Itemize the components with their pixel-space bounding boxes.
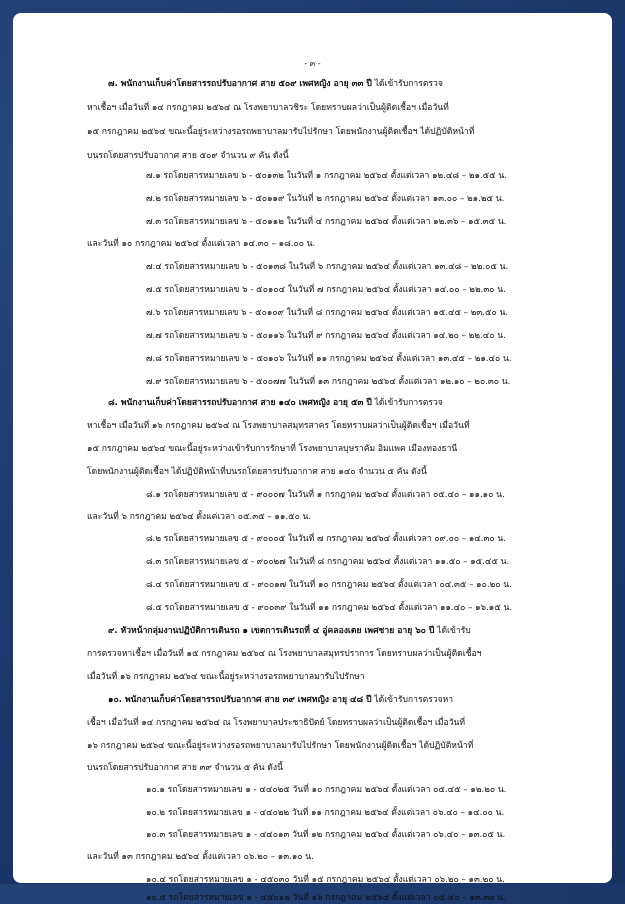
text-line xyxy=(87,126,474,138)
text-line xyxy=(146,874,505,886)
line-text: และวันที่ ๑๓ กรกฎาคม ๒๕๖๔ ตั้งแต่เวลา ๐๖.๒๐ – ๑๓.๑๐ น. xyxy=(87,852,314,862)
line-text: ๑๕ กรกฎาคม ๒๕๖๔ ขณะนี้อยู่ระหว่างรอรถพยาบาลมารับไปรักษา โดยพนักงานผู้ติดเชื้อฯ ได้ปฏิบัติหน้าที่ xyxy=(87,127,475,137)
line-text: หาเชื้อฯ เมื่อวันที่ ๑๔ กรกฎาคม ๒๕๖๔ ณ โรงพยาบาลวชิระ โดยทราบผลว่าเป็นผู้ติดเชื้อฯ เมื่อวันที่ xyxy=(87,103,449,113)
line-text: เมื่อวันที่ ๑๖ กรกฎาคม ๒๕๖๔ ขณะนี้อยู่ระหว่างรอรถพยาบาลมารับไปรักษา xyxy=(87,672,365,682)
text-line xyxy=(87,102,449,114)
line-text: ๘.๒ รถโดยสารหมายเลข ๕ - ๙๐๐๐๕ ในวันที่ ๗ กรกฎาคม ๒๕๖๔ ตั้งแต่เวลา ๐๙.๐๐ – ๑๔.๓๐ น. xyxy=(146,534,506,544)
text-line xyxy=(146,307,508,319)
text-line xyxy=(87,238,315,250)
text-line xyxy=(87,851,314,863)
line-text: หาเชื้อฯ เมื่อวันที่ ๑๖ กรกฎาคม ๒๕๖๔ ณ โรงพยาบาลสมุทรสาคร โดยทราบผลว่าเป็นผู้ติดเชื้อฯ เมื่อวันที่ xyxy=(87,421,470,431)
page-number: - ๓ - xyxy=(304,59,321,68)
text-line xyxy=(87,740,473,752)
text-line xyxy=(146,376,510,388)
line-text: ได้เข้ารับการตรวจ xyxy=(371,79,443,89)
line-text: ๑๐.๕ รถโดยสารหมายเลข ๑ - ๔๕๐๑๒ วันที่ ๑๖ กรกฎาคม ๒๕๖๔ ตั้งแต่เวลา ๐๕.๔๐ – ๑๓.๓๐ น. xyxy=(146,892,506,903)
line-text: ๗.๑ รถโดยสารหมายเลข ๖ - ๕๐๑๓๒ ในวันที่ ๑ กรกฎาคม ๒๕๖๔ ตั้งแต่เวลา ๑๒.๔๘ – ๒๑.๕๕ น. xyxy=(146,171,508,181)
line-text: ได้เข้ารับการตรวจหา xyxy=(371,695,454,705)
line-text: บนรถโดยสารปรับอากาศ สาย ๓๙ จำนวน ๕ คัน ดังนี้ xyxy=(87,763,283,773)
text-line xyxy=(108,694,453,706)
text-line xyxy=(87,648,482,660)
line-text: ๘.๕ รถโดยสารหมายเลข ๕ - ๙๐๐๓๙ ในวันที่ ๑๑ กรกฎาคม ๒๕๖๔ ตั้งแต่เวลา ๑๑.๔๐ – ๑๖.๑๕ น. xyxy=(146,603,513,613)
text-line xyxy=(146,892,506,904)
text-line xyxy=(87,671,365,683)
line-text: ๗.๔ รถโดยสารหมายเลข ๖ - ๕๐๑๓๘ ในวันที่ ๖ กรกฎาคม ๒๕๖๔ ตั้งแต่เวลา ๑๓.๔๘ – ๒๒.๐๕ น. xyxy=(146,262,509,272)
line-text: และวันที่ ๖ กรกฎาคม ๒๕๖๔ ตั้งแต่เวลา ๐๕.๓๕ – ๑๑.๕๐ น. xyxy=(87,512,312,522)
text-line xyxy=(87,511,311,523)
text-line xyxy=(146,807,504,819)
line-text: ๑๐.๑ รถโดยสารหมายเลข ๑ - ๔๔๐๒๕ วันที่ ๑๐ กรกฎาคม ๒๕๖๔ ตั้งแต่เวลา ๐๕.๔๕ – ๑๒.๒๐ น. xyxy=(146,785,507,795)
text-line xyxy=(146,784,507,796)
line-text: ๘.๓ รถโดยสารหมายเลข ๕ - ๙๐๐๒๗ ในวันที่ ๘ กรกฎาคม ๒๕๖๔ ตั้งแต่เวลา ๑๑.๕๐ – ๑๕.๔๕ น. xyxy=(146,557,510,567)
text-line xyxy=(146,193,504,205)
text-line xyxy=(146,353,512,365)
text-line xyxy=(87,443,457,455)
line-text: ๑๖ กรกฎาคม ๒๕๖๔ ขณะนี้อยู่ระหว่างรอรถพยาบาลมารับไปรักษา โดยพนักงานผู้ติดเชื้อฯ ได้ปฏิบัติหน้าที่ xyxy=(87,741,474,751)
line-text: ๗.๘ รถโดยสารหมายเลข ๖ - ๕๐๑๐๖ ในวันที่ ๑๑ กรกฎาคม ๒๕๖๔ ตั้งแต่เวลา ๑๓.๔๕ – ๒๑.๔๐ น. xyxy=(146,354,512,364)
text-line xyxy=(146,170,507,182)
text-line xyxy=(146,533,506,545)
text-line xyxy=(146,579,512,591)
line-text: ได้เข้ารับ xyxy=(434,626,471,636)
text-line xyxy=(146,284,506,296)
line-text: ๘.๔ รถโดยสารหมายเลข ๕ - ๙๐๐๑๗ ในวันที่ ๑๐ กรกฎาคม ๒๕๖๔ ตั้งแต่เวลา ๐๔.๓๕ – ๑๐.๒๐ น. xyxy=(146,580,512,590)
text-line xyxy=(87,717,465,729)
line-text: ๗.๕ รถโดยสารหมายเลข ๖ - ๕๐๑๐๔ ในวันที่ ๗ กรกฎาคม ๒๕๖๔ ตั้งแต่เวลา ๑๔.๐๐ – ๒๒.๓๐ น. xyxy=(146,285,506,295)
item-heading: ๙. หัวหน้ากลุ่มงานปฏิบัติการเดินรถ ๑ เขตการเดินรถที่ ๔ อู่คลองเตย เพศชาย อายุ ๖๐ ปี xyxy=(108,626,435,636)
text-line xyxy=(146,330,506,342)
item-heading: ๗. พนักงานเก็บค่าโดยสารรถปรับอากาศ สาย ๕๐๙ เพศหญิง อายุ ๓๓ ปี xyxy=(108,79,372,89)
text-line xyxy=(146,556,509,568)
document-body xyxy=(13,13,612,903)
line-text: ๑๐.๔ รถโดยสารหมายเลข ๑ - ๔๕๐๓๐ วันที่ ๑๕ กรกฎาคม ๒๕๖๔ ตั้งแต่เวลา ๐๖.๒๐ – ๑๓.๒๐ น. xyxy=(146,875,505,885)
text-line xyxy=(108,78,443,90)
text-line xyxy=(108,625,471,637)
line-text: การตรวจหาเชื้อฯ เมื่อวันที่ ๑๕ กรกฎาคม ๒๕๖๔ ณ โรงพยาบาลสมุทรปราการ โดยทราบผลว่าเป็นผู้ติดเชื้อฯ xyxy=(87,649,482,659)
text-line xyxy=(146,261,508,273)
text-line xyxy=(146,216,506,228)
text-line xyxy=(108,397,443,409)
line-text: ๗.๒ รถโดยสารหมายเลข ๖ - ๕๐๑๑๙ ในวันที่ ๒ กรกฎาคม ๒๕๖๔ ตั้งแต่เวลา ๑๓.๐๐ – ๒๑.๒๕ น. xyxy=(146,194,505,204)
line-text: ๘.๑ รถโดยสารหมายเลข ๕ - ๙๐๐๐๗ ในวันที่ ๑ กรกฎาคม ๒๕๖๔ ตั้งแต่เวลา ๐๕.๔๐ – ๑๑.๑๐ น. xyxy=(146,490,505,500)
line-text: ๑๕ กรกฎาคม ๒๕๖๔ ขณะนี้อยู่ระหว่างเข้ารับการรักษาที่ โรงพยาบาลบุษราคัม อิมแพค เมืองทองธานี xyxy=(87,444,458,454)
line-text: เชื้อฯ เมื่อวันที่ ๑๔ กรกฎาคม ๒๕๖๔ ณ โรงพยาบาลประชาธิปัตย์ โดยทราบผลว่าเป็นผู้ติดเชื้อฯ เมื่อวันที่ xyxy=(87,718,466,728)
line-text: โดยพนักงานผู้ติดเชื้อฯ ได้ปฏิบัติหน้าที่บนรถโดยสารปรับอากาศ สาย ๑๔๐ จำนวน ๕ คัน ดังนี้ xyxy=(87,467,427,477)
line-text: ๗.๗ รถโดยสารหมายเลข ๖ - ๕๐๑๑๖ ในวันที่ ๙ กรกฎาคม ๒๕๖๔ ตั้งแต่เวลา ๑๔.๒๐ – ๒๒.๔๐ น. xyxy=(146,331,506,341)
line-text: ๗.๓ รถโดยสารหมายเลข ๖ - ๕๐๑๑๒ ในวันที่ ๔ กรกฎาคม ๒๕๖๔ ตั้งแต่เวลา ๑๒.๓๖ – ๑๕.๓๕ น. xyxy=(146,217,507,227)
line-text: ๑๐.๒ รถโดยสารหมายเลข ๑ - ๔๔๐๒๒ วันที่ ๑๑ กรกฎาคม ๒๕๖๔ ตั้งแต่เวลา ๐๖.๔๐ – ๑๔.๐๐ น. xyxy=(146,808,505,818)
text-line xyxy=(87,762,283,774)
document-page xyxy=(13,13,612,903)
text-line xyxy=(146,829,505,841)
text-line xyxy=(87,466,427,478)
text-line xyxy=(87,150,289,162)
text-line xyxy=(87,420,470,432)
line-text: ๑๐.๓ รถโดยสารหมายเลข ๑ - ๔๔๐๑๓ วันที่ ๑๒ กรกฎาคม ๒๕๖๔ ตั้งแต่เวลา ๐๖.๔๐ – ๑๓.๐๕ น. xyxy=(146,830,506,840)
line-text: บนรถโดยสารปรับอากาศ สาย ๕๐๙ จำนวน ๙ คัน ดังนี้ xyxy=(87,151,289,161)
text-line xyxy=(146,602,512,614)
line-text: ๗.๖ รถโดยสารหมายเลข ๖ - ๕๐๑๐๙ ในวันที่ ๘ กรกฎาคม ๒๕๖๔ ตั้งแต่เวลา ๑๕.๔๕ – ๒๓.๕๐ น. xyxy=(146,308,509,318)
item-heading: ๑๐. พนักงานเก็บค่าโดยสารรถปรับอากาศ สาย ๓๙ เพศหญิง อายุ ๔๘ ปี xyxy=(108,695,372,705)
line-text: และวันที่ ๑๐ กรกฎาคม ๒๕๖๔ ตั้งแต่เวลา ๑๔.๓๐ – ๑๘.๐๐ น. xyxy=(87,239,316,249)
line-text: ได้เข้ารับการตรวจ xyxy=(371,398,443,408)
text-line xyxy=(146,489,505,501)
item-heading: ๘. พนักงานเก็บค่าโดยสารรถปรับอากาศ สาย ๑๔๐ เพศหญิง อายุ ๕๓ ปี xyxy=(108,398,372,408)
line-text: ๗.๙ รถโดยสารหมายเลข ๖ - ๕๐๐๗๗ ในวันที่ ๑๓ กรกฎาคม ๒๕๖๔ ตั้งแต่เวลา ๑๒.๑๐ – ๒๐.๓๐ น. xyxy=(146,377,511,387)
